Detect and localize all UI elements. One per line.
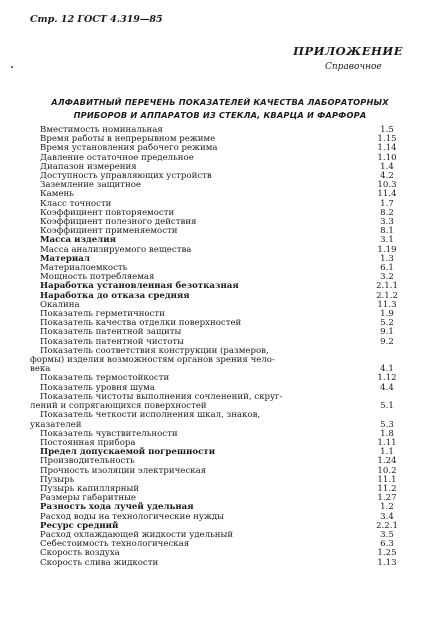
item-text: Расход охлаждающей жидкости удельный [40,529,234,540]
item-value: 1.19 [377,244,397,255]
item-value: 1.24 [377,456,397,467]
item-text: Вместимость номинальная [40,125,163,135]
item-text: Показатель чувствительности [40,428,178,439]
item-value: 4.2 [380,171,394,182]
item-text [30,393,366,411]
item-text-line: века [30,364,51,375]
item-value: 2.1.2 [376,290,398,301]
item-text: Время работы в непрерывном режиме [40,134,216,145]
item-value: 1.1 [380,447,394,458]
item-text: Камень [40,189,74,200]
appendix-label: ПРИЛОЖЕНИЕ [293,44,403,58]
item-value: 6.3 [380,539,394,550]
item-value: 5.2 [380,318,394,329]
item-value: 2.1.1 [376,281,398,292]
item-value: 3.5 [380,529,394,540]
item-text-line: Показатель четкости исполнения шкал, знаков, [40,410,261,421]
item-text: Коэффициент повторяемости [40,207,175,218]
item-text: Материал [40,253,90,264]
item-text: Показатель качества отделки поверхностей [40,318,242,329]
item-text: Прочность изоляции электрическая [40,465,207,476]
item-text: Ресурс средний [40,520,119,531]
item-value: 5.1 [380,401,394,412]
item-text: Наработка установленная безотказная [40,281,239,292]
list-item [30,181,408,190]
item-text-line: лений и сопрягающихся поверхностей [30,401,207,412]
item-text: Предел допускаемой погрешности [40,447,216,458]
item-text-line: Показатель соответствия конструкции (размеров, [40,345,269,356]
item-text: Расход воды на технологические нужды [40,511,224,522]
document-title [30,96,410,122]
item-value: 8.1 [380,226,394,237]
item-value: 1.11 [377,437,397,448]
item-text: Окалина [40,299,80,310]
item-value: 1.13 [377,557,397,568]
item-text: Показатель термостойкости [40,373,170,384]
item-value: 10.2 [377,465,397,476]
item-text-line: указателей [30,419,82,430]
item-text: Мощность потребляемая [40,272,155,283]
item-value: 4.4 [380,382,394,393]
item-text: Показатель патентной чистоты [40,336,184,347]
item-value: 3.2 [380,272,394,283]
list-item [30,292,408,301]
item-value: 1.25 [377,548,397,559]
item-value: 1.5 [380,125,394,135]
title-line-1: АЛФАВИТНЫЙ ПЕРЕЧЕНЬ ПОКАЗАТЕЛЕЙ КАЧЕСТВА ЛАБОРАТОРНЫХ [51,97,389,107]
item-text: Себестоимость технологическая [40,539,190,550]
item-value: 10.3 [377,180,397,191]
item-value: 6.1 [380,263,394,274]
item-text: Наработка до отказа средняя [40,290,190,301]
item-value: 5.3 [380,419,394,430]
title-line-2: ПРИБОРОВ И АППАРАТОВ ИЗ СТЕКЛА, КВАРЦА И ФАРФОРА [73,110,367,120]
item-value: 4.1 [380,364,394,375]
list-item-multiline [30,393,408,411]
item-value: 11.3 [377,299,397,310]
item-text: Материалоемкость [40,263,128,274]
item-text [30,347,366,375]
item-value: 1.7 [380,198,394,209]
list-item-multiline [30,347,408,375]
list-item-multiline [30,411,408,429]
item-text: Масса изделия [40,235,116,246]
item-text: Показатель уровня шума [40,382,155,393]
margin-dot [11,66,13,68]
item-text: Класс точности [40,198,112,209]
item-value: 11.2 [377,483,397,494]
list-item [30,559,408,568]
item-text: Разность хода лучей удельная [40,502,194,513]
item-text: Пузырь капиллярный [40,483,140,494]
item-text: Постоянная прибора [40,437,136,448]
item-text: Показатель патентной защиты [40,327,182,338]
item-text: Давление остаточное предельное [40,152,194,163]
index-list [30,126,408,568]
item-value: 3.3 [380,217,394,228]
item-text [30,411,366,429]
page-header: Стр. 12 ГОСТ 4.319—85 [30,14,163,25]
item-text: Диапазон измерения [40,161,137,172]
item-value: 3.1 [380,235,394,246]
item-value: 1.12 [377,373,397,384]
item-value: 11.4 [377,189,397,200]
item-value: 3.4 [380,511,394,522]
item-text: Скорость слива жидкости [40,557,159,568]
item-value: 1.9 [380,309,394,320]
item-value: 9.2 [380,336,394,347]
item-text: Масса анализируемого вещества [40,244,192,255]
item-value: 9.1 [380,327,394,338]
item-text-line: Показатель чистоты выполнения сочленений, скруг- [40,391,283,402]
item-text-line: формы) изделия возможностям органов зрения чело- [30,355,275,366]
item-text: Производительность [40,456,135,467]
list-item [30,467,408,476]
item-value: 1.27 [377,493,397,504]
item-text: Доступность управляющих устройств [40,171,212,182]
item-text: Размеры габаритные [40,493,136,504]
item-value: 1.2 [380,502,394,513]
item-value: 1.14 [377,143,397,154]
item-value: 1.3 [380,253,394,264]
item-text: Пузырь [40,474,75,485]
item-text: Скорость воздуха [40,548,120,559]
item-text: Коэффициент применяемости [40,226,178,237]
item-value: 1.8 [380,428,394,439]
item-text: Заземление защитное [40,180,142,191]
item-value: 8.2 [380,207,394,218]
item-value: 11.1 [377,474,397,485]
item-value: 1.15 [377,134,397,145]
item-value: 1.4 [380,161,394,172]
item-text: Показатель герметичности [40,309,165,320]
reference-label: Справочное [325,62,382,72]
item-text: Время установления рабочего режима [40,143,218,154]
item-value: 2.2.1 [376,520,398,531]
item-value: 1.10 [377,152,397,163]
item-text: Коэффициент полезного действия [40,217,197,228]
